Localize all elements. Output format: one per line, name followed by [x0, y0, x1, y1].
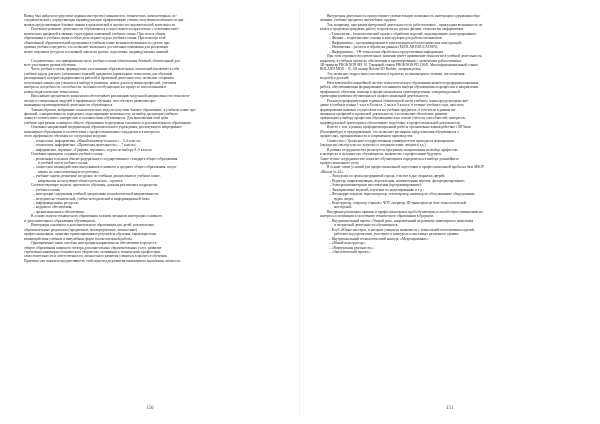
right-page-number: 151 — [446, 406, 454, 411]
text-line: менять представленные базовые знания в практической и научно-исследовательской деятельности. — [24, 22, 176, 27]
text-line: интересы, потребности, способности, склонности обучающихся в процессе использования в — [24, 85, 166, 90]
text-line: менее затратных ресурсов в основной школе на уроках, подготовки, индивидуальных занятий. — [24, 49, 169, 54]
text-line: ивших их самостоятельную подготовку; — [38, 169, 100, 174]
text-line: общего образования широкого спектра дополнительных образовательных услуг, развитие — [24, 245, 162, 250]
text-line: женерных профилей и проектной деятельности, что позволяет обеспечить раннюю — [320, 111, 448, 116]
text-line: В рамках сотрудничества реализуется программа, направленная на выбор профессии — [327, 147, 458, 152]
text-line: – Редактор, корректировщик, верстальщик, компьютерная вёрстка, фоторедактирование; — [329, 178, 465, 183]
text-line: казать и продемонстрировать работу в проектах на уроках физики, технологии, информатики. — [320, 27, 464, 32]
text-line: работа, обеспечивающая формирование осознанного выбора обучающимися профессии и направления — [320, 85, 479, 90]
text-line: – «Виртуальная реальность»; — [329, 245, 374, 250]
text-line: – технология, информатика, «Юный инженер-технолог» – 5–6 классы; — [33, 138, 141, 143]
text-line: ориентацию к выбору профессии обучающимися на основе учёта их способностей, интересов, — [320, 116, 466, 121]
text-line: Такими образом, выбранные технологические модули получили базовое образование, в учебном плане про- — [31, 107, 197, 112]
text-line: – Конструктор, оператор станков с ЧПУ, оператор 3D-принтеров на базе технологической — [329, 201, 467, 206]
text-line: индивидуальной траектории и обеспечивает подготовку к профессиональной деятельности. — [320, 120, 461, 125]
text-line: – кадрового обеспечения; — [33, 205, 73, 210]
text-line: Следовательно, что инвариантная часть учебного плана обязательная базовый, обязательный для — [31, 58, 180, 63]
text-line: Так, например, программа внеурочной деятельности по робототехнике – прикладная возможность по- — [327, 22, 484, 27]
text-line: Практика уже показала продуктивность этой модели для развития инженерного мышления, личности. — [24, 258, 181, 263]
text-line: – «Экологический проект». — [329, 250, 371, 255]
text-line: – информатика, черчение, «Графика, черчение», курсы по выбору 8–9 классы. — [33, 147, 153, 152]
text-line: формирование навыков осуществляется на учебных предметах, в том числе в рамках ин- — [320, 107, 457, 112]
text-line: новых педагогических технологиях. — [24, 89, 80, 94]
text-line: профессиональные, практико-ориентированные результаты обучения, характеристики — [24, 232, 157, 237]
text-line: Это позволяет подросткам участвовать в проектах по инженерии и технике, изготовления — [327, 71, 465, 76]
text-line: В основе модели технического образования заложен механизм интеграции основного — [31, 214, 163, 219]
text-line: Такое тесное сотрудничество помогает обучающимся определиться в выборе дальнейшего — [320, 156, 460, 161]
text-line: – Технология – технологический процесс обработки изделий, моделирование, конструирование; — [329, 31, 477, 36]
text-line: – Фотокорреспондент, видеооператор, телеоператор, инженер по обслуживанию оборудования; — [329, 192, 476, 197]
text-line: – совместное взаимодействие выпускников основного и среднего общего образования, получ- — [33, 165, 178, 170]
text-line: (экскурсии, мастер-классы, встречи со специалистами, лекции и т.д.). — [320, 143, 427, 148]
text-line: матических профилей в звеньях структурных изменений учебного плана. При этом в общем — [24, 31, 166, 36]
text-line: стремления инженерно-технического творчества, мотивации к техническим профессиям, — [24, 250, 161, 255]
text-line: профессиях, промышленности и современном производстве. — [320, 134, 414, 139]
text-line: моделей и деталей. — [320, 76, 350, 81]
text-line: – Математика – расчеты и обработка данных (MATLAB EDUCATION); — [329, 45, 439, 50]
text-line: – организационного обеспечения. — [33, 209, 85, 214]
text-line: «Школа № 24»: — [320, 169, 344, 174]
text-line: в интересах и склонностях обучающихся, знакомство с профессиями будущего. — [320, 152, 443, 157]
text-line: следовательских), определяющая индивидуальную профилизацию учения, получения возможности при- — [24, 18, 185, 23]
text-line: Вместе с тем, в рамках профориентационной работы организовано взаимодействие с ВУЗами — [327, 125, 471, 130]
text-line: аудио, видео; — [334, 196, 355, 201]
text-line: профильного обучения, помощь в профессиональном самоопределении, и индивидуальной — [320, 89, 460, 94]
text-line: – Электрокомпьютерные изготовления (программирование); — [329, 183, 422, 188]
text-line: – интеграции содержания учебной дисциплины технологической направленности; — [33, 192, 160, 197]
text-line: обновленной образовательной программы в учебном плане возникла возможность сделать про- — [24, 40, 171, 45]
text-line: и дополнительного образования обучающихся. — [24, 218, 96, 223]
text-line: 3D-принтер PROKNON MF 10, Токарный станок PROKNON PD 230/E, Многофункциональный станок — [320, 62, 478, 67]
left-page — [24, 14, 280, 394]
text-line: в учебной части учебного плана; — [38, 160, 89, 165]
text-line: В основе таких условий для профессиональной подготовки и профессиональной пробы на базе МБОУ — [327, 165, 485, 170]
text-line: инженерное образование в соответствии с профессиональным стандартом и в интересах — [24, 129, 160, 134]
text-line: – учебные задачи, решаемые на уроках по учебным дисциплинам в учебном плане, — [33, 174, 161, 179]
text-line: – Клуб «Юные мастера», в котором учащиеся знакомятся с технологией изготовления изделий, — [329, 227, 475, 232]
text-line: Вывод был найден посредством задания мастерства (гимназисток, технических, компьютерных, ис- — [24, 14, 178, 18]
text-line: Внедрение различных практик и профессиональных проб обучающихся способствует повышению их — [327, 209, 483, 214]
text-line: – технология, информатика, «Проектная деятельность» – 7 классы; — [33, 143, 136, 148]
text-line: этого профильного обучения по следующим модулям: — [24, 134, 107, 139]
text-line: работают над проектами, участвуют в конкурсах и выставках различного уровня; — [334, 232, 459, 237]
text-line: Часть учебного плана, формируемая участниками образовательных отношений (включает в себя — [31, 67, 179, 72]
text-line: мастерской. — [334, 205, 353, 210]
text-line: Основные принципы создания учебного плана: — [31, 152, 104, 157]
text-line: (Екатеринбург) и предприятиями, что позволяет расширять представления обучающихся о — [320, 129, 459, 134]
text-line: Интеграция основного и дополнительного образования для детей, реализующих — [31, 223, 155, 228]
text-line: фильной, а направленность определяет, моделирование возможности, на выбор дисциплин учебного — [24, 111, 179, 116]
text-line: граммы учебного предмета, что позволяет выполнить достаточные изменения для реализации — [24, 45, 169, 50]
text-line: Поэтапное развитие деятельности обучающихся осуществляется параллельно с освоением мате- — [31, 27, 180, 32]
text-line: Соответствующие модели, проектного обучения, должны реализовать подразделы: — [31, 183, 159, 188]
text-line: ROLAND MDX - 15, 3D сканер Roland 3D Builder, лазерная резка. — [320, 67, 422, 72]
text-line: плана в соответствии с интересами и склонностями обучающихся. Для выполнения этой цели — [24, 116, 169, 121]
text-line: Неотъемлемой и важнейшей частью технологического образования является профориентационная — [327, 80, 479, 85]
text-line: дение в учебные планы 1 часа в 8 классе, 2 часа в 9 классе, в течение учебного года, при этом — [320, 103, 464, 108]
text-line: Основных направлений модернизации образовательного учреждения, реализующего непрерывное — [31, 125, 182, 130]
text-line: Одновременно такие системы интеграции направлены на обеспечение в процессе — [31, 241, 157, 246]
text-line: Внеурочная деятельность предоставляет увлекательную возможность интеграции содержания обра- — [327, 14, 481, 18]
text-line: – Информатика – программирование и визуализация робототехнических конструкций; — [329, 40, 462, 45]
left-page-number: 150 — [146, 406, 154, 411]
text-line: например, в учебных проектах обеспечения и проектирования с элементами робототехники. — [320, 58, 462, 63]
text-line: – методическо-технической, учебно-методической и информационной базы; — [33, 196, 150, 201]
text-line: образовании в учебном плане особую роль играют курсы учебного плана. При помощи этой — [24, 36, 166, 41]
text-line: учебные программы основного общего образования и программа основного и дополнительного образования. — [24, 120, 192, 125]
text-line: и творческой деятельности обучающихся; — [334, 223, 399, 228]
text-line: Совместно с Уральским государственным университетом проводятся мероприятия — [327, 138, 454, 143]
page-gutter — [299, 8, 300, 416]
text-line: профессионального пути. — [320, 160, 360, 165]
text-line: инженерно-проектировочной деятельности обучающихся. — [24, 103, 114, 108]
text-line: учебные курсы для всех (элективных занятий) предметов (прикладные технологии для обучения — [24, 71, 173, 76]
text-line: всех участников уровня обучения. — [24, 62, 77, 67]
right-page — [320, 14, 576, 394]
text-line: – Экоуправление моделей, изучение по моделированию и т.д.; — [329, 187, 424, 192]
text-line: расширенных) которые подкрепляются работой и проектной деятельностью, позволяет сохранить — [24, 76, 175, 81]
text-line: образовательные результаты (предметные, метапредметные, личностные), — [24, 227, 138, 232]
text-line: направлены на получение общего результата – проекта. — [38, 178, 124, 183]
text-line: – Внутришкольный проект «Умный дом», направленный на развитие инженерного мышления — [329, 218, 474, 223]
text-line: – реализация в полном объеме федерального государственного стандарта общего образования — [33, 156, 178, 161]
text-line: взаимодействия учебных и внеучебных форм, воспитательной работы. — [24, 236, 133, 241]
text-line: ческих и специальных модулей и профильного обучения, способствует развитию про- — [24, 98, 157, 103]
text-line: – Внутришкольный технологический конкурс «Моделирование»; — [329, 236, 429, 241]
text-line: – Информатика – VR-технологии обработки и представления информации. — [329, 49, 444, 54]
text-line: При этом огромное воспитательное значение имеет применение технологии в учебной деятельности, — [327, 54, 483, 59]
text-line: зования: учебные предметы, внеучебные, кружки. — [320, 18, 397, 23]
text-line: – Физика – теоретические основы и конструкции для работы механизмов; — [329, 36, 443, 41]
text-line: самостоятельности и ответственности, личностного развития учащихся в процессе обучения. — [24, 254, 168, 259]
text-line: траектории развития обучающихся в профессиональной деятельности. — [320, 94, 429, 99]
text-line: – учебного плана; — [33, 187, 61, 192]
text-line: интереса и мотивации к получению технического образования в будущем. — [320, 214, 434, 219]
text-line: – Экскурсии по цехам предприятий города, участие в дне открытых дверей; — [329, 174, 446, 179]
text-line: полученные знания для учащихся к выбору в развитии, новых для получения профессий, учитывая — [24, 80, 177, 85]
text-line: Реализуя профориентацию в рамках обязательной части учебного плана предусмотрено вве- — [327, 98, 469, 103]
text-line: Наполнение предметного компонента обеспечивает реализацию модульной направленности технологи- — [31, 94, 190, 99]
text-line: – «Юный конструктор»; — [329, 241, 366, 246]
text-line: – информационных ресурсов; — [33, 201, 79, 206]
